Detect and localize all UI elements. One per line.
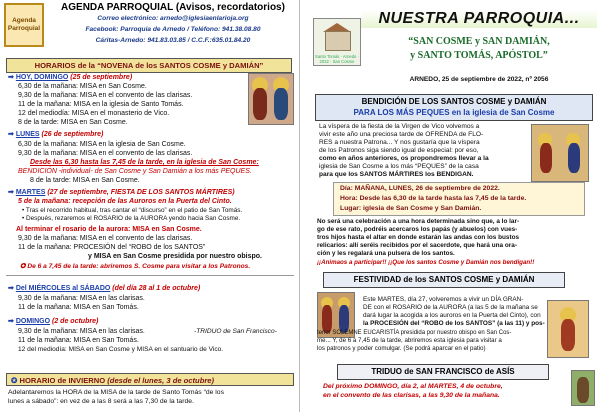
festividad-text-7: los patronos y poder comulgar. (Se podrá aparcar en el patio) [317, 345, 486, 352]
domingo2-row: ➡ DOMINGO (2 de octubre) [8, 318, 99, 325]
hoy-line-3: 11 de la mañana: MISA en la iglesia de Santo Tomás. [18, 101, 184, 108]
hoy-line-4: 12 del mediodía: MISA en el monasterio de Vico. [18, 110, 170, 117]
martes-bullet-2: • Después, rezaremos el ROSARIO de la AURORA yendo hacia San Cosme. [22, 215, 241, 222]
domingo2-line-1: 9,30 de la mañana: MISA en las clarisas. [18, 328, 145, 335]
triduo-header: TRIDUO de SAN FRANCISCO de ASÍS [337, 364, 549, 380]
invierno-sub: (desde el lunes, 3 de octubre) [107, 376, 215, 385]
martes-red-2: Al terminar el rosario de la aurora: MISA en San Cosme. [16, 226, 202, 233]
bendicion-close: ¡¡Animaos a participar!! ¡¡Que los santos Cosme y Damián nos bendigan!! [317, 259, 535, 266]
lunes-row: ➡ LUNES (26 de septiembre) [8, 131, 104, 138]
hour-line: Hora: Desde las 6,30 de la tarde hasta las 7,45 de la tarde. [340, 195, 527, 202]
miercoles-line-2: 11 de la mañana: MISA en San Tomás. [18, 304, 139, 311]
lunes-red-2: BENDICIÓN -individual- de San Cosme y San Damián a los más PEQUES. [18, 168, 252, 175]
lunes-red-1: Desde las 6,30 hasta las 7,45 de la tarde, en la iglesia de San Cosme: [30, 159, 259, 166]
invierno-title: HORARIO de INVIERNO [19, 376, 106, 385]
contact-caritas: Cáritas-Arnedo: 941.83.03.85 / C.C.F.:635.01.84.20 [95, 37, 251, 44]
lunes-line-2: 9,30 de la mañana: MISA en el convento de las clarisas. [18, 150, 193, 157]
parroquia-subtitle-1: “SAN COSME y SAN DAMIÁN, [408, 36, 550, 47]
day-box [333, 182, 585, 216]
bendicion-header [315, 94, 593, 121]
bendicion-text-5: como en años anteriores, os propondremos llevar a la [319, 155, 489, 162]
miercoles-label: Del MIÉRCOLES al SÁBADO [15, 285, 111, 292]
martes-row: ➡ MARTES (27 de septiembre, FIESTA DE LOS SANTOS MÁRTIRES) [8, 189, 235, 196]
invierno-text-1: Adelantaremos la HORA de la MISA de la tarde de Santo Tomás “de los [8, 389, 224, 396]
festividad-text-1: Este MARTES, día 27, volveremos a vivir un DÍA GRAN- [363, 296, 524, 303]
invierno-text-2: lunes a sábado”: en vez de a las 8 será a las 7,30 de la tarde. [8, 398, 194, 405]
lunes-date: (26 de septiembre) [41, 131, 104, 138]
bendicion-more-4: relicarios: allí seréis recibidos por el sacerdote, que hará una ora- [317, 242, 517, 249]
parroquia-logo [313, 18, 361, 66]
martes-bullet-1: • Tras el recorrido habitual, tras cantar el “discurso” en el patio de San Tomás. [22, 207, 243, 214]
day-line: Día: MAÑANA, LUNES, 26 de septiembre de 2022. [340, 185, 500, 192]
bendicion-text-4: de los Patronos siga siendo igual de especial: por eso, [319, 147, 479, 154]
agenda-logo [4, 3, 44, 47]
parroquia-logo-text: Santo Tomás · Arnedo · 2022 · San Cosme [315, 54, 359, 64]
festividad-text-2: DE con el ROSARIO de la AURORA (a las 5 de la mañana se [363, 304, 538, 311]
lunes-label: LUNES [15, 131, 40, 138]
hoy-line-5: 8 de la tarde: MISA en San Cosme. [18, 119, 128, 126]
place-line: Lugar: iglesia de San Cosme y San Damián. [340, 205, 482, 212]
martes-date: (27 de septiembre, FIESTA DE LOS SANTOS MÁRTIRES) [47, 189, 235, 196]
bendicion-more-3: tros hijos hasta el altar en donde estarán las andas con los bustos [317, 234, 520, 241]
bendicion-header-1: BENDICIÓN DE LOS SANTOS COSME y DAMIÁN [361, 97, 547, 106]
hoy-row: ➡ HOY, DOMINGO (25 de septiembre) [8, 74, 133, 81]
contact-email: Correo electrónico: arnedo@iglesiaenlarioja.org [97, 15, 249, 22]
festividad-text-4: la PROCESIÓN del “ROBO de los SANTOS” (a las 11) y pos- [363, 320, 545, 327]
miercoles-date: (del día 28 al 1 de octubre) [112, 285, 201, 292]
bendicion-header-2: PARA LOS MÁS PEQUES en la iglesia de San Cosme [353, 108, 555, 117]
martes-line-3: y MISA en San Cosme presidida por nuestro obispo. [88, 253, 262, 260]
novena-header: HORARIOS de la “NOVENA de los SANTOS COSME y DAMIÁN” [6, 58, 292, 73]
bendicion-text-3: RES a nuestra Patrona... Y nos gustaría que la víspera [319, 139, 480, 146]
bendicion-more-2: go de ese rato, podréis acercaros los papás (y abuelos) con vues- [317, 226, 518, 233]
bendicion-more-5: ción y les regalará una pulsera de los santos. [317, 250, 455, 257]
festividad-header: FESTIVIDAD de los SANTOS COSME y DAMIÁN [323, 272, 565, 288]
issue-date: ARNEDO, 25 de septiembre de 2022, nº 2056 [409, 76, 549, 83]
festividad-text-3: dará lugar la acogida a los auroros en la Puerta del Cinto), con [363, 312, 541, 319]
hoy-line-1: 6,30 de la mañana: MISA en San Cosme. [18, 83, 147, 90]
martes-line-1: 9,30 de la mañana: MISA en el convento de las clarisas. [18, 235, 193, 242]
domingo2-line-3: 12 del mediodía: MISA en San Cosme y MISA en el santuario de Vico. [18, 346, 224, 353]
martes-line-2: 11 de la mañana: PROCESIÓN del “ROBO de los SANTOS” [18, 244, 206, 251]
agenda-column [2, 0, 298, 412]
parroquia-subtitle-2: y SANTO TOMÁS, APÓSTOL” [410, 50, 548, 61]
saints-image [248, 73, 294, 125]
lunes-line-1: 6,30 de la mañana: MISA en la iglesia de San Cosme. [18, 141, 186, 148]
martes-red-1: 5 de la mañana: recepción de las Auroros en la Puerta del Cinto. [18, 198, 232, 205]
martes-note: ✪ De 6 a 7,45 de la tarde: abriremos S. Cosme para visitar a los Patronos. [20, 263, 251, 270]
martes-note-text: De 6 a 7,45 de la tarde: abriremos S. Cosme para visitar a los Patronos. [27, 263, 251, 270]
martes-label: MARTES [15, 189, 46, 196]
hoy-line-2: 9,30 de la mañana: MISA en el convento de las clarisas. [18, 92, 193, 99]
festividad-text-6: me... Y, de 6 a 7,45 de la tarde, abriremos esta iglesia para visitar a [317, 337, 502, 344]
procesion-image [547, 300, 589, 358]
page-divider [299, 0, 300, 412]
triduo-text-2: en el convento de las clarisas, a las 9,30 de la mañana. [323, 392, 500, 399]
lunes-tarde: 8 de la tarde: MISA en San Cosme. [30, 177, 140, 184]
altar-image [531, 124, 589, 182]
festividad-text-5: terior SOLEMNE EUCARISTÍA presidida por nuestro obispo en San Cos- [317, 330, 512, 336]
parroquia-title: NUESTRA PARROQUIA... [361, 10, 597, 28]
agenda-logo-text: Agenda Parroquial [7, 17, 41, 32]
agenda-title: AGENDA PARROQUIAL (Avisos, recordatorios) [61, 2, 285, 13]
domingo2-aside: -TRIDUO de San Francisco- [194, 328, 277, 335]
hoy-date: (25 de septiembre) [70, 74, 133, 81]
martes-bullet-2-text: Después, rezaremos el ROSARIO de la AURORA yendo hacia San Cosme. [26, 215, 241, 222]
hoy-label: HOY, DOMINGO [15, 74, 69, 81]
francisco-image [571, 370, 595, 406]
bendicion-text-6: iglesia de San Cosme a los más “PEQUES” de la casa [319, 163, 479, 170]
domingo2-label: DOMINGO [15, 318, 51, 325]
section-divider [6, 275, 294, 276]
contact-facebook: Facebook: Parroquia de Arnedo / Teléfono: 941.38.08.80 [85, 26, 261, 33]
bendicion-more-1: No será una celebración a una hora determinada sino que, a lo lar- [317, 218, 520, 225]
invierno-header: ✪ HORARIO de INVIERNO (desde el lunes, 3 de octubre) [6, 373, 294, 386]
martes-bullet-1-text: Tras el recorrido habitual, tras cantar el “discurso” en el patio de San Tomás. [25, 207, 243, 214]
triduo-text-1: Del próximo DOMINGO, día 2, al MARTES, 4 de octubre, [323, 383, 503, 390]
domingo2-line-2: 11 de la mañana: MISA en San Tomás. [18, 337, 139, 344]
bendicion-text-2: vivir este año una preciosa tarde de OFRENDA de FLO- [319, 131, 484, 138]
bendicion-text-7: para que los SANTOS MÁRTIRES los BENDIGAN. [319, 171, 474, 178]
miercoles-line-1: 9,30 de la mañana: MISA en las clarisas. [18, 295, 145, 302]
miercoles-row: ➡ Del MIÉRCOLES al SÁBADO (del día 28 al 1 de octubre) [8, 285, 201, 292]
domingo2-date: (2 de octubre) [52, 318, 99, 325]
bendicion-text-1: La víspera de la fiesta de la Virgen de Vico volvemos a [319, 123, 480, 130]
parroquia-column [303, 0, 598, 412]
